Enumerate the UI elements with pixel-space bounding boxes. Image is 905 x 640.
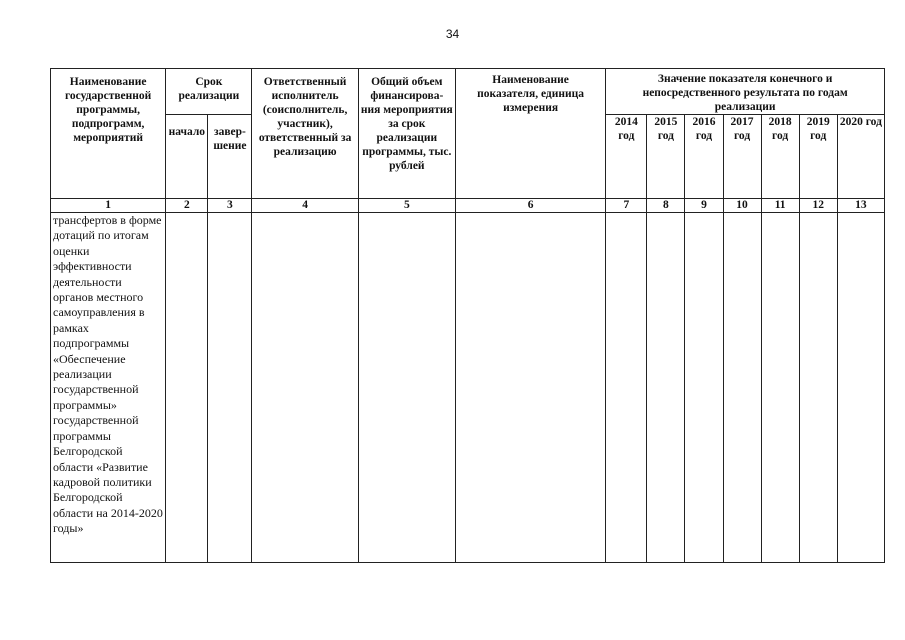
column-number: 2 (166, 199, 208, 213)
column-number: 5 (358, 199, 455, 213)
row-cell-2017 (723, 213, 761, 563)
row-cell-2019 (799, 213, 837, 563)
page-number: 34 (445, 27, 460, 41)
column-number: 12 (799, 199, 837, 213)
header-year-2018: 2018 год (761, 115, 799, 199)
row-program-name: трансфертов в форме дотаций по итогам оценки эффективности деятельности органов местного самоуправления в рамках подпрограммы «Обеспечение реализации государственной программы» государственной программы Белгородской области «Развитие кадровой политики Белгородской области на 2014-2020 годы» (51, 213, 166, 563)
header-year-2020: 2020 год (837, 115, 884, 199)
row-cell-2020 (837, 213, 884, 563)
row-cell-end (208, 213, 252, 563)
program-table (50, 68, 885, 563)
row-cell-responsible (252, 213, 358, 563)
header-financing: Общий объем финансирова-ния мероприятия за срок реализации программы, тыс. рублей (358, 69, 455, 199)
header-year-2015: 2015 год (647, 115, 685, 199)
row-cell-indicator (455, 213, 605, 563)
row-cell-2016 (685, 213, 723, 563)
column-numbers-row (51, 199, 885, 213)
row-cell-2014 (606, 213, 647, 563)
header-year-2014: 2014 год (606, 115, 647, 199)
row-cell-start (166, 213, 208, 563)
header-indicator: Наименование показателя, единица измерения (455, 69, 605, 199)
column-number: 6 (455, 199, 605, 213)
column-number: 4 (252, 199, 358, 213)
column-number: 13 (837, 199, 884, 213)
column-number: 3 (208, 199, 252, 213)
header-year-2019: 2019 год (799, 115, 837, 199)
row-cell-2018 (761, 213, 799, 563)
column-number: 7 (606, 199, 647, 213)
column-number: 9 (685, 199, 723, 213)
header-year-2016: 2016 год (685, 115, 723, 199)
header-indicator-values: Значение показателя конечного и непосредственного результата по годам реализации (606, 69, 885, 115)
header-start: начало (166, 115, 208, 199)
header-end: завер-шение (208, 115, 252, 199)
row-cell-financing (358, 213, 455, 563)
header-row-top (51, 69, 885, 115)
column-number: 1 (51, 199, 166, 213)
table-row (51, 213, 885, 563)
header-year-2017: 2017 год (723, 115, 761, 199)
header-responsible: Ответственный исполнитель (соисполнитель, участник), ответственный за реализацию (252, 69, 358, 199)
header-program-name: Наименование государственной программы, подпрограмм, мероприятий (51, 69, 166, 199)
header-srok: Срок реализации (166, 69, 252, 115)
row-cell-2015 (647, 213, 685, 563)
column-number: 10 (723, 199, 761, 213)
column-number: 11 (761, 199, 799, 213)
column-number: 8 (647, 199, 685, 213)
